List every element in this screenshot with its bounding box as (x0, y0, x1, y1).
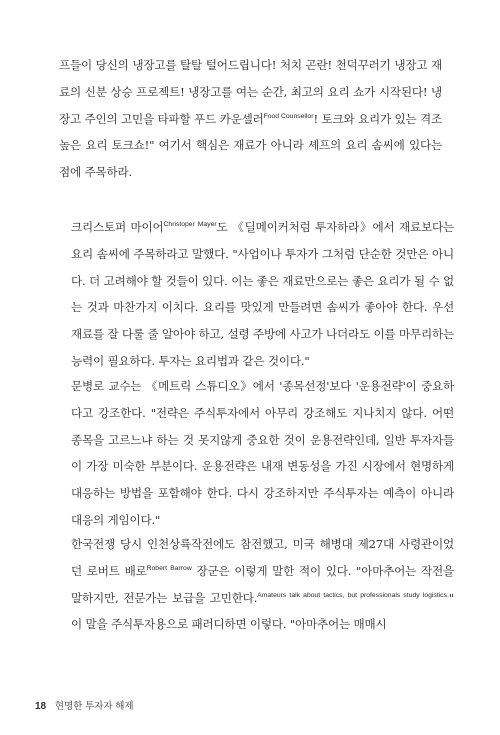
paragraph-text: " 이 말을 주식투자용으로 패러디하면 이렇다. "아마추어는 매매시 (71, 590, 454, 632)
paragraph-text: 문병로 교수는 《메트릭 스튜디오》에서 '종목선정'보다 '운용전략'이 중요하다고 강조한다. "전략은 주식투자에서 아무리 강조해도 지나치지 않다. 어떤 종목을 고르느냐 하는 것 못지않게 중요한 것이 운용전략인데, 일반 투자자들이 가장 미숙한 부분이다. 운용전략은 내재 변동성을 가진 시장에서 현명하게 대응하는 방법을 포함해야 한다. 다시 강조하지만 주식투자는 예측이 아니라 대응의 게임이다." (71, 379, 454, 527)
page-footer (35, 698, 134, 712)
paragraph-food-counsellor (59, 52, 442, 186)
paragraph-text: 도 《딜메이커처럼 투자하라》에서 재료보다는 요리 솜씨에 주목하라고 말했다. "사업이나 투자가 그처럼 단순한 것만은 아니다. 더 고려해야 할 것들이 있다. 이는 좋은 재료만으로는 좋은 요리가 될 수 없는 것과 마찬가지 이치다. 요리를 맛있게 만들려면 솜씨가 좋아야 한다. 우선 재료를 잘 다룰 줄 알아야 하고, 설령 주방에 사고가 나더라도 이를 마무리하는 능력이 필요하다. 투자는 요리법과 같은 것이다." (71, 220, 454, 368)
superscript-annotation: Amateurs talk about tactics, but professionals study logistics. (257, 591, 449, 599)
superscript-annotation: Food Counsellor (263, 112, 314, 120)
running-title: 현명한 투자자 해제 (54, 701, 134, 712)
paragraph-robert-barrow (59, 531, 454, 638)
paragraph-text: ! 토크와 요리가 있는 격조 높은 요리 토크쇼!" 여기서 핵심은 재료가 아니라 셰프의 요리 솜씨에 있다는 점에 주목하라. (59, 111, 442, 180)
paragraph-text: 한국전쟁 당시 인천상륙작전에도 참전했고, 미국 해병대 제27대 사령관이었던 로버트 배로 (71, 537, 454, 578)
paragraph-christoper-mayer (59, 214, 454, 375)
paragraph-text: 크리스토퍼 마이어 (71, 220, 164, 234)
paragraph-text: 장군은 이렇게 말한 적이 있다. "아마추어는 작전을 말하지만, 전문가는 보급을 고민한다. (71, 563, 454, 605)
page-number: 18 (35, 701, 47, 712)
superscript-annotation: Robert Barrow (146, 564, 192, 572)
paragraph-text: 프들이 당신의 냉장고를 탈탈 털어드립니다! 처치 곤란! 천덕꾸러기 냉장고 재료의 신분 상승 프로젝트! 냉장고를 여는 순간, 최고의 요리 쇼가 시작된다! 냉장고 주인의 고민을 타파할 푸드 카운셀러 (59, 58, 442, 126)
superscript-annotation: Christoper Mayer (163, 221, 217, 229)
paragraph-moon-byungro (59, 373, 454, 534)
